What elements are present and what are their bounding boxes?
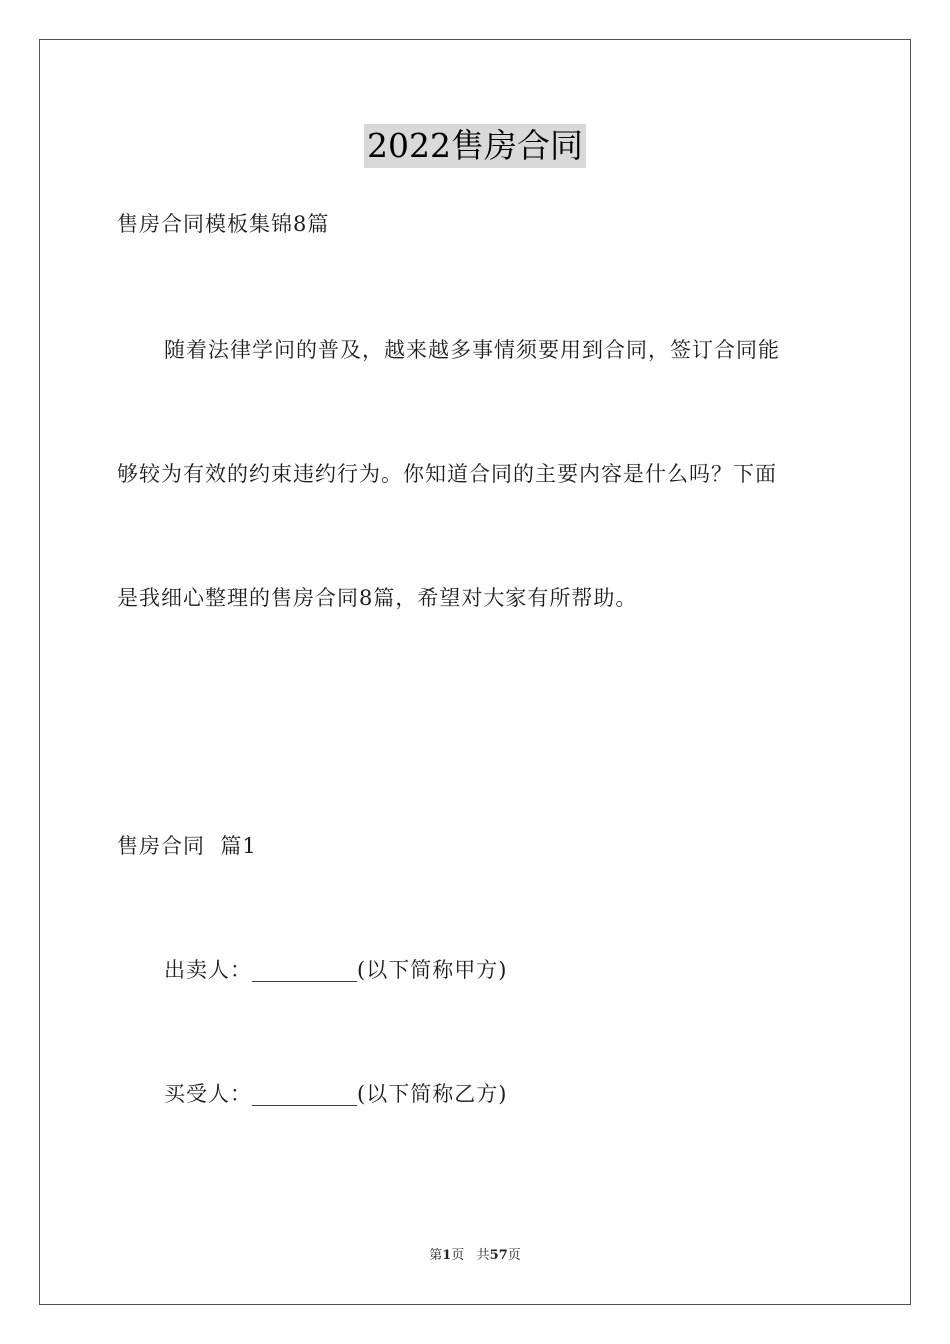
section-heading: 售房合同 篇1 <box>117 834 257 858</box>
footer-suffix: 页 <box>507 1248 521 1263</box>
seller-blank: __________ <box>252 958 357 982</box>
seller-label: 出卖人： <box>164 958 252 982</box>
document-subtitle: 售房合同模板集锦8篇 <box>117 212 330 236</box>
footer-mid: 页 共 <box>451 1248 490 1263</box>
intro-line-2: 够较为有效的约束违约行为。你知道合同的主要内容是什么吗？下面 <box>117 462 777 486</box>
buyer-label: 买受人： <box>164 1082 252 1106</box>
buyer-blank: __________ <box>252 1082 357 1106</box>
page-footer <box>0 1246 950 1266</box>
seller-note: (以下简称甲方) <box>357 958 508 982</box>
document-title: 2022售房合同 <box>364 124 586 168</box>
party-buyer <box>164 1079 507 1109</box>
document-title-wrap <box>0 124 950 168</box>
party-seller <box>164 955 507 985</box>
intro-line-3: 是我细心整理的售房合同8篇，希望对大家有所帮助。 <box>117 586 638 610</box>
footer-prefix: 第 <box>429 1248 443 1263</box>
buyer-note: (以下简称乙方) <box>357 1082 508 1106</box>
footer-total-pages: 57 <box>489 1248 508 1263</box>
intro-line-1: 随着法律学问的普及，越来越多事情须要用到合同，签订合同能 <box>164 338 780 362</box>
footer-page-number: 1 <box>442 1248 452 1263</box>
